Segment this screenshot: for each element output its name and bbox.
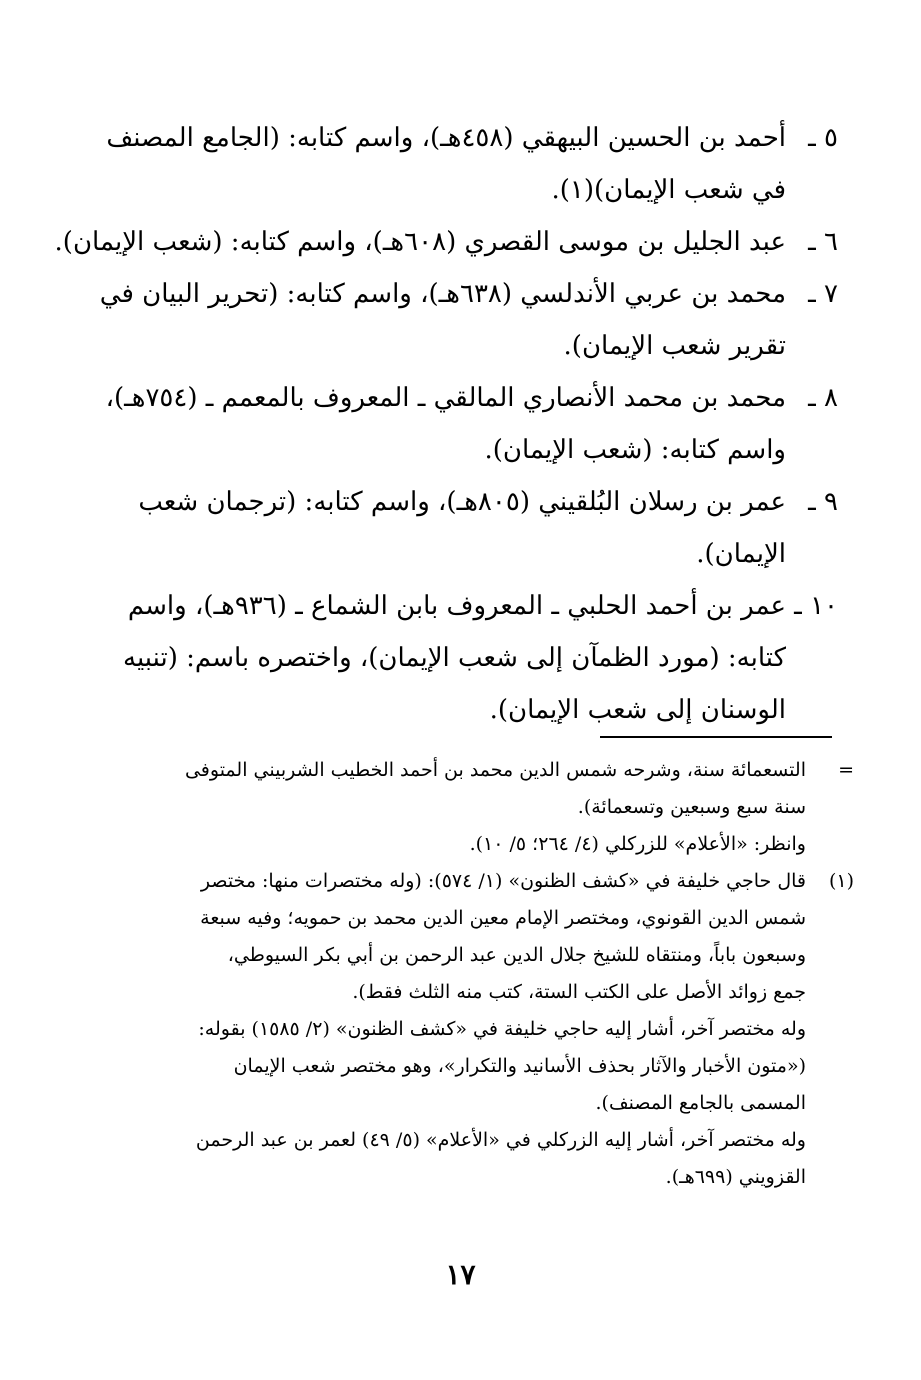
entry-line: عبد الجليل بن موسى القصري (٦٠٨هـ)، واسم كتابه: (شعب الإيمان). bbox=[54, 227, 786, 257]
entry-line: محمد بن عربي الأندلسي (٦٣٨هـ)، واسم كتابه: (تحرير البيان في bbox=[99, 279, 786, 309]
entry-line: محمد بن محمد الأنصاري المالقي ـ المعروف بالمعمم ـ (٧٥٤هـ)، bbox=[105, 383, 786, 413]
page-number: ١٧ bbox=[445, 1258, 476, 1291]
footnote-text: التسعمائة سنة، وشرحه شمس الدين محمد بن أحمد الخطيب الشربيني المتوفى bbox=[184, 759, 806, 781]
entry-line: في شعب الإيمان)(١). bbox=[551, 175, 786, 205]
list-item bbox=[110, 476, 838, 580]
entry-number: ٨ ـ bbox=[808, 383, 838, 413]
footnote-divider bbox=[600, 736, 832, 738]
footnote-line: وله مختصر آخر، أشار إليه حاجي خليفة في «كشف الظنون» (٢/ ١٥٨٥) بقوله: bbox=[198, 1018, 806, 1040]
entry-number: ٥ ـ bbox=[808, 123, 838, 153]
footnote-line: وسبعون باباً، ومنتقاه للشيخ جلال الدين عبد الرحمن بن أبي بكر السيوطي، bbox=[227, 944, 806, 966]
footnote-line: المسمى بالجامع المصنف). bbox=[595, 1092, 806, 1114]
entry-line: الوسنان إلى شعب الإيمان). bbox=[489, 695, 786, 725]
footnote-1 bbox=[110, 863, 854, 1196]
footnote-line bbox=[110, 752, 854, 789]
footnote-marker: (١) bbox=[828, 870, 854, 892]
entry-number: ٧ ـ bbox=[808, 279, 838, 309]
footnote-marker: = bbox=[838, 759, 854, 781]
list-item bbox=[110, 580, 838, 736]
list-item bbox=[105, 372, 838, 476]
footnotes bbox=[110, 752, 854, 1196]
footnote-line: («متون الأخبار والآثار بحذف الأسانيد والتكرار»، وهو مختصر شعب الإيمان bbox=[233, 1055, 806, 1077]
entry-number: ٦ ـ bbox=[808, 227, 838, 257]
footnote-continuation bbox=[110, 752, 854, 863]
list-item bbox=[106, 112, 838, 216]
footnote-line: وانظر: «الأعلام» للزركلي (٤/ ٢٦٤؛ ٥/ ١٠). bbox=[469, 833, 806, 855]
entry-line: تقرير شعب الإيمان). bbox=[563, 331, 786, 361]
entry-line: كتابه: (مورد الظمآن إلى شعب الإيمان)، واختصره باسم: (تنبيه bbox=[123, 643, 786, 673]
entry-line: الإيمان). bbox=[696, 539, 786, 569]
entry-line: واسم كتابه: (شعب الإيمان). bbox=[484, 435, 786, 465]
footnote-line: جمع زوائد الأصل على الكتب الستة، كتب منه الثلث فقط). bbox=[352, 981, 806, 1003]
footnote-line: سنة سبع وسبعين وتسعمائة). bbox=[577, 796, 806, 818]
footnote-line: شمس الدين القونوي، ومختصر الإمام معين الدين محمد بن حمويه؛ وفيه سبعة bbox=[200, 907, 806, 929]
footnote-line bbox=[110, 863, 854, 900]
entries-list bbox=[54, 112, 838, 736]
entry-line: أحمد بن الحسين البيهقي (٤٥٨هـ)، واسم كتابه: (الجامع المصنف bbox=[106, 123, 786, 153]
entry-line: عمر بن رسلان البُلقيني (٨٠٥هـ)، واسم كتابه: (ترجمان شعب bbox=[138, 487, 786, 517]
entry-line: عمر بن أحمد الحلبي ـ المعروف بابن الشماع ـ (٩٣٦هـ)، واسم bbox=[127, 591, 786, 621]
entry-number: ١٠ ـ bbox=[794, 591, 838, 621]
list-item bbox=[54, 216, 838, 268]
footnote-line: القزويني (٦٩٩هـ). bbox=[665, 1166, 806, 1188]
footnote-line: وله مختصر آخر، أشار إليه الزركلي في «الأعلام» (٥/ ٤٩) لعمر بن عبد الرحمن bbox=[195, 1129, 806, 1151]
entry-number: ٩ ـ bbox=[808, 487, 838, 517]
list-item bbox=[99, 268, 838, 372]
footnote-text: قال حاجي خليفة في «كشف الظنون» (١/ ٥٧٤): (وله مختصرات منها: مختصر bbox=[200, 870, 806, 892]
